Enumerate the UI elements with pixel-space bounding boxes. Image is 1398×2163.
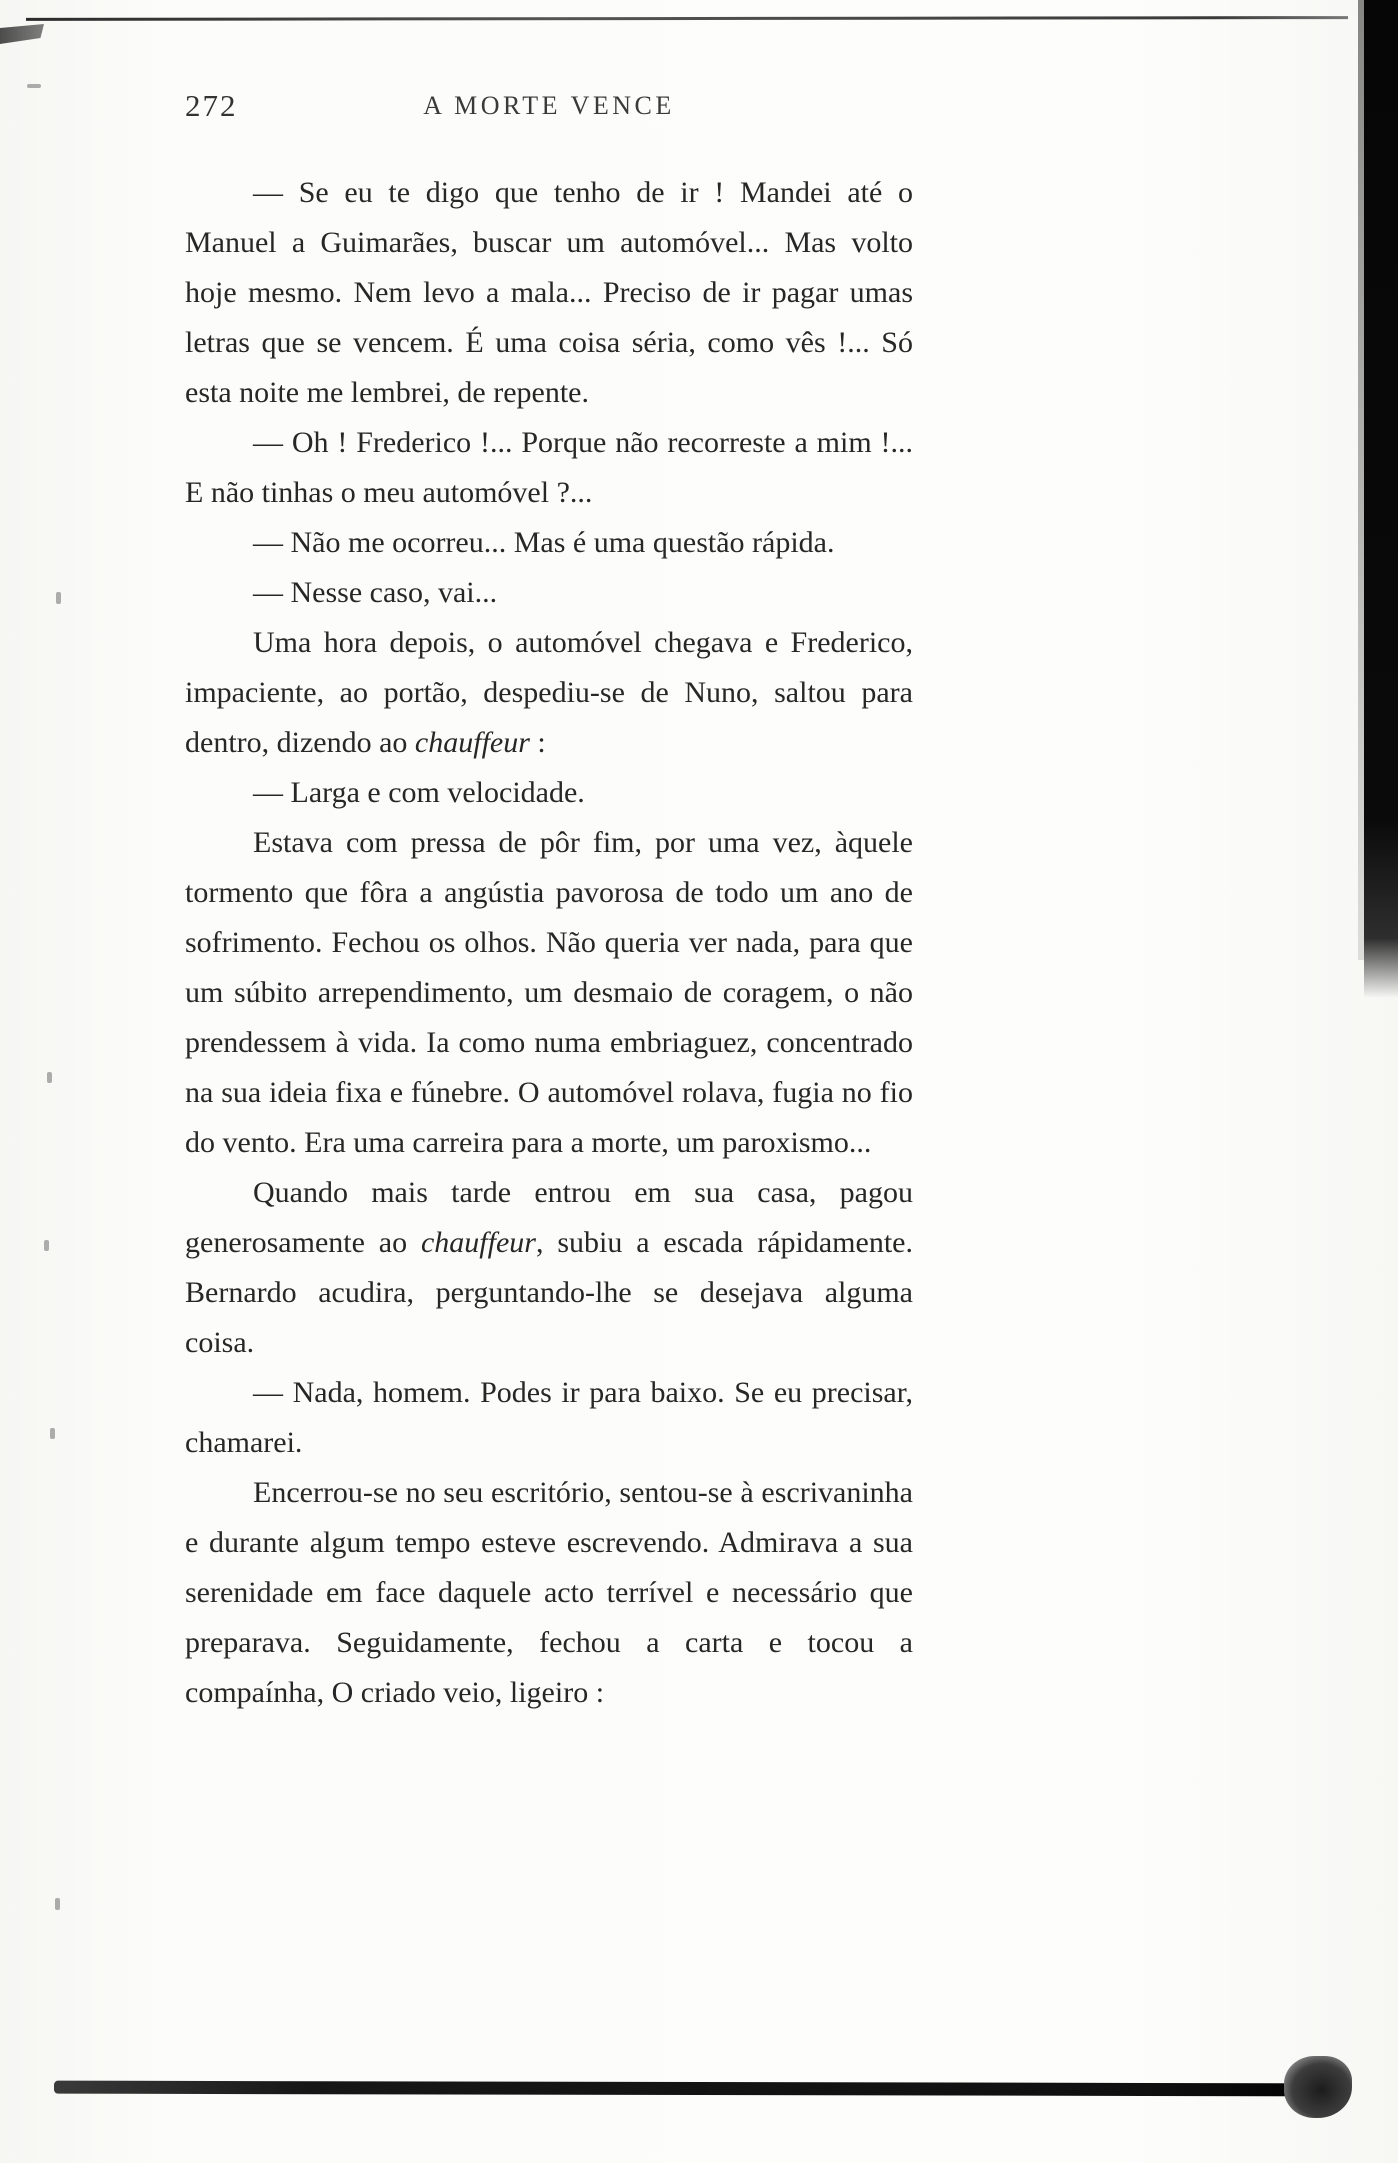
scan-speck xyxy=(47,1072,52,1083)
page-number: 272 xyxy=(185,88,238,123)
paragraph xyxy=(185,1368,913,1468)
scan-speck xyxy=(56,592,61,604)
text-segment: — Nada, homem. Podes ir para baixo. Se eu precisar, chamarei. xyxy=(185,1376,913,1459)
scan-artifact-right-edge-bar xyxy=(1364,0,1398,998)
scan-speck xyxy=(27,84,41,88)
scan-artifact-top-rule xyxy=(26,16,1348,21)
text-segment: , subiu a escada rápidamente. Bernardo acudira, perguntando-lhe se desejava alguma coisa. xyxy=(185,1226,913,1359)
text-segment: — Oh ! Frederico !... Porque não recorreste a mim !... E não tinhas o meu automóvel ?... xyxy=(185,426,913,509)
text-segment: — Se eu te digo que tenho de ir ! Mandei até o Manuel a Guimarães, buscar um automóvel... Mas volto hoje mesmo. Nem levo a mala... Preciso de ir pagar umas letras que se vencem. É uma coisa séria, como vês !... Só esta noite me lembrei, de repente. xyxy=(185,176,913,409)
text-segment: : xyxy=(529,726,546,759)
scan-speck xyxy=(50,1428,55,1439)
paragraph xyxy=(185,618,913,768)
scan-artifact-bottom-right-blob xyxy=(1284,2056,1352,2118)
scan-speck xyxy=(55,1898,60,1910)
paragraph xyxy=(185,518,913,568)
scan-artifact-right-edge-shadow xyxy=(1358,0,1364,960)
paragraph xyxy=(185,1168,913,1368)
text-segment: — Não me ocorreu... Mas é uma questão rápida. xyxy=(253,526,835,559)
paragraph xyxy=(185,818,913,1168)
scan-artifact-top-left-mark xyxy=(0,24,44,44)
italic-segment: chauffeur xyxy=(414,726,530,759)
text-segment: Quando mais tarde entrou em sua casa, pagou generosamente ao xyxy=(185,1176,913,1259)
running-title: A MORTE VENCE xyxy=(423,91,675,120)
paragraph xyxy=(185,168,913,418)
scan-speck xyxy=(44,1240,49,1251)
body-text xyxy=(185,168,913,1718)
text-segment: Uma hora depois, o automóvel chegava e Frederico, impaciente, ao portão, despediu-se de Nuno, saltou para dentro, dizendo ao xyxy=(185,626,913,759)
text-segment: Encerrou-se no seu escritório, sentou-se à escrivaninha e durante algum tempo esteve escrevendo. Admirava a sua serenidade em face daquele acto terrível e necessário que preparava. Seguidamente, fechou a carta e tocou a compaínha, O criado veio, ligeiro : xyxy=(185,1476,913,1709)
paragraph xyxy=(185,768,913,818)
paragraph xyxy=(185,568,913,618)
text-segment: Estava com pressa de pôr fim, por uma vez, àquele tormento que fôra a angústia pavorosa de todo um ano de sofrimento. Fechou os olhos. Não queria ver nada, para que um súbito arrependimento, um desmaio de coragem, o não prendessem à vida. Ia como numa embriaguez, concentrado na sua ideia fixa e fúnebre. O automóvel rolava, fugia no fio do vento. Era uma carreira para a morte, um paroxismo... xyxy=(185,826,913,1159)
paragraph xyxy=(185,418,913,518)
page-header xyxy=(185,88,913,128)
italic-segment: chauffeur xyxy=(420,1226,536,1259)
paragraph xyxy=(185,1468,913,1718)
text-segment: — Larga e com velocidade. xyxy=(253,776,585,809)
scan-artifact-bottom-rule xyxy=(54,2081,1336,2097)
text-segment: — Nesse caso, vai... xyxy=(253,576,498,609)
